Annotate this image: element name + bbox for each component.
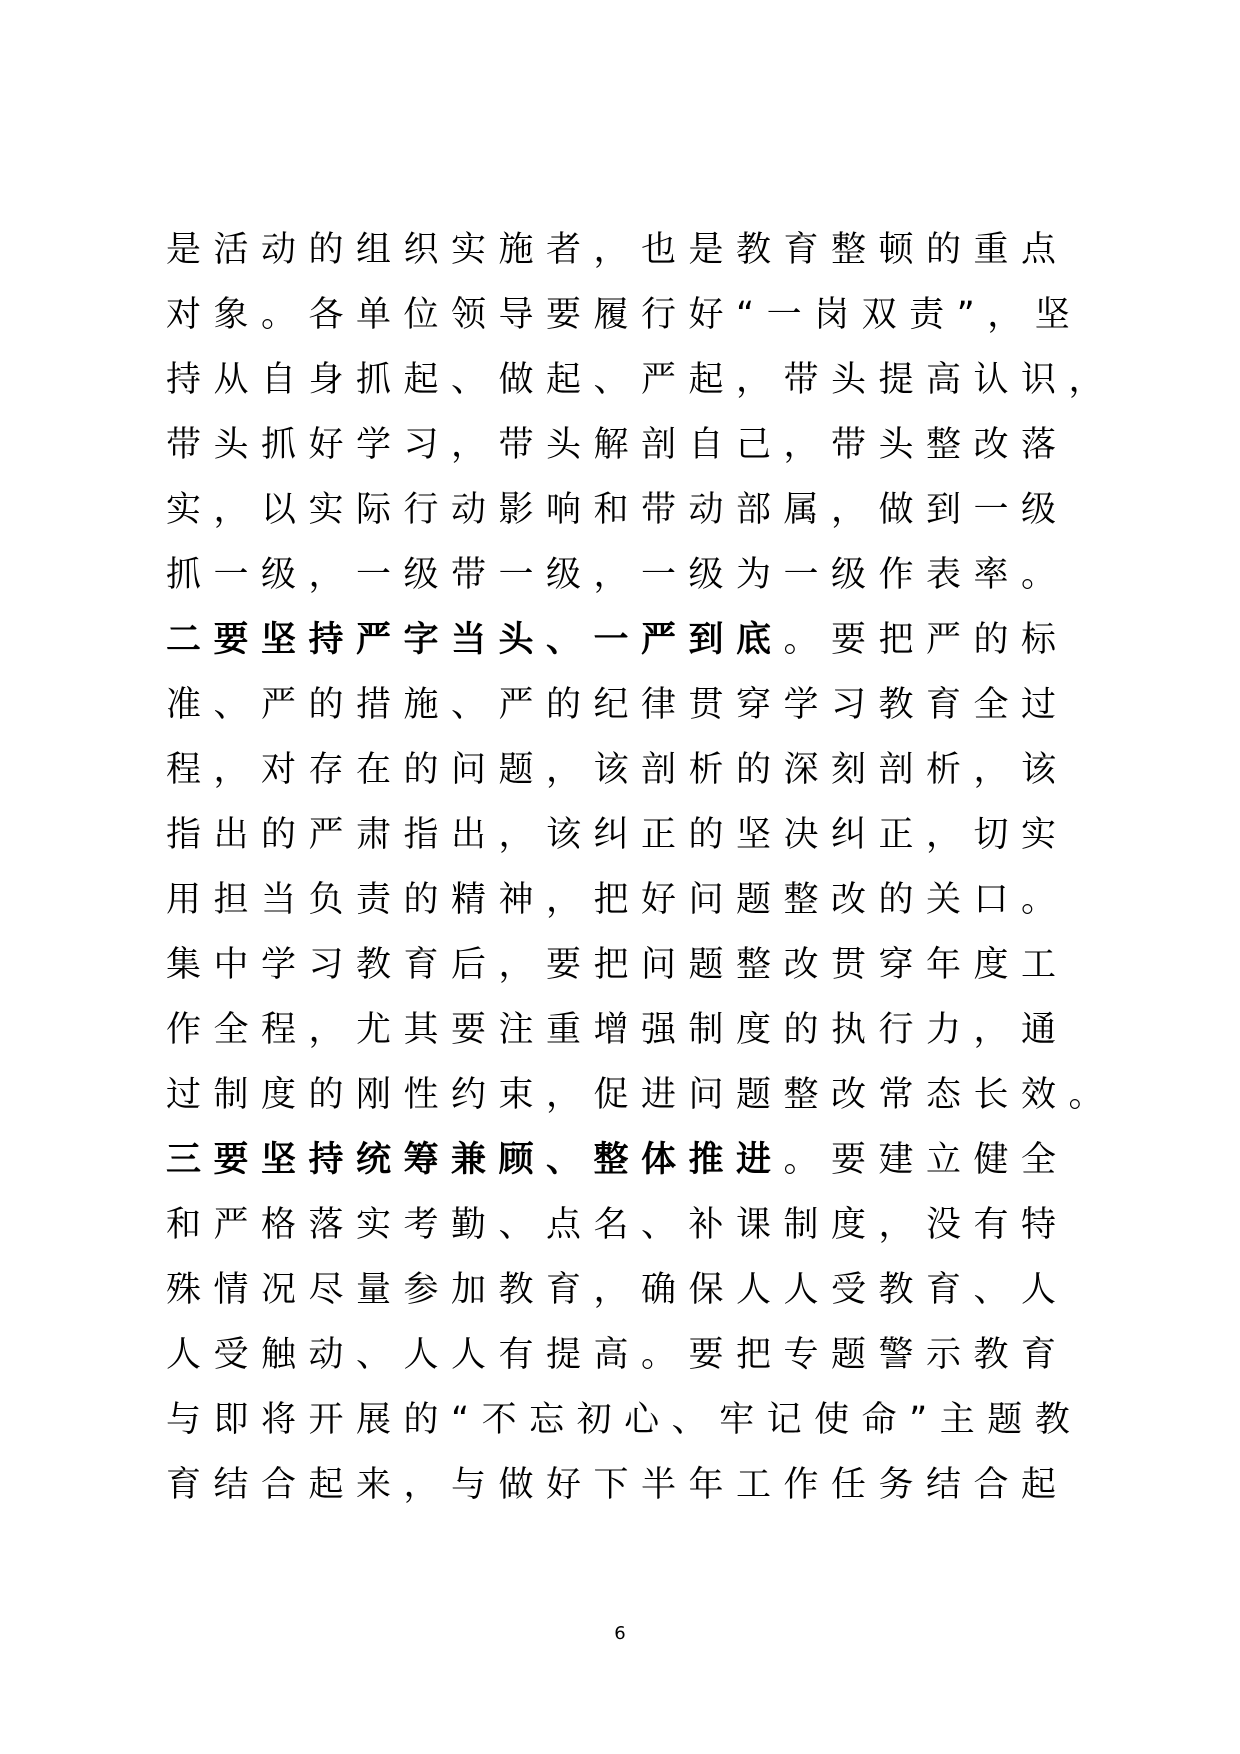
text-line [166,673,1126,738]
text-line [166,738,1126,803]
line-text: 持从自身抓起、做起、严起，带头提高认识， [166,360,1117,400]
line-text: 实，以实际行动影响和带动部属，做到一级 [166,490,1069,530]
text-line [166,998,1126,1063]
text-line [166,933,1126,998]
line-text: 和严格落实考勤、点名、补课制度，没有特 [166,1205,1069,1245]
text-line [166,608,1126,673]
line-text: 对象。各单位领导要履行好“一岗双责”，坚 [166,295,1083,335]
text-line [166,1193,1126,1258]
line-text: 程，对存在的问题，该剖析的深刻剖析，该 [166,750,1069,790]
line-text: 带头抓好学习，带头解剖自己，带头整改落 [166,425,1069,465]
text-line [166,478,1126,543]
text-line [166,868,1126,933]
text-line [166,1063,1126,1128]
text-line [166,1453,1126,1518]
line-text: 是活动的组织实施者，也是教育整顿的重点 [166,230,1069,270]
text-line [166,1258,1126,1323]
text-line [166,413,1126,478]
text-line [166,543,1126,608]
line-text: 。要建立健全 [783,1140,1069,1180]
line-text: 殊情况尽量参加教育，确保人人受教育、人 [166,1270,1069,1310]
line-text: 用担当负责的精神，把好问题整改的关口。 [166,880,1069,920]
text-line [166,1388,1126,1453]
line-text: 抓一级，一级带一级，一级为一级作表率。 [166,555,1069,595]
document-body [166,218,1126,1518]
section-heading-2: 二要坚持严字当头、一严到底 [166,620,784,660]
section-heading-3: 三要坚持统筹兼顾、整体推进 [166,1140,784,1180]
text-line [166,283,1126,348]
text-line [166,803,1126,868]
line-text: 准、严的措施、严的纪律贯穿学习教育全过 [166,685,1069,725]
text-line [166,348,1126,413]
line-text: 作全程，尤其要注重增强制度的执行力，通 [166,1010,1069,1050]
line-text: 与即将开展的“不忘初心、牢记使命”主题教 [166,1400,1083,1440]
line-text: 集中学习教育后，要把问题整改贯穿年度工 [166,945,1069,985]
text-line [166,1323,1126,1388]
line-text: 指出的严肃指出，该纠正的坚决纠正，切实 [166,815,1069,855]
line-text: 育结合起来，与做好下半年工作任务结合起 [166,1465,1069,1505]
line-text: 人受触动、人人有提高。要把专题警示教育 [166,1335,1069,1375]
page-number: 6 [614,1623,626,1644]
line-text: 。要把严的标 [783,620,1069,660]
text-line [166,1128,1126,1193]
text-line [166,218,1126,283]
line-text: 过制度的刚性约束，促进问题整改常态长效。 [166,1075,1117,1115]
